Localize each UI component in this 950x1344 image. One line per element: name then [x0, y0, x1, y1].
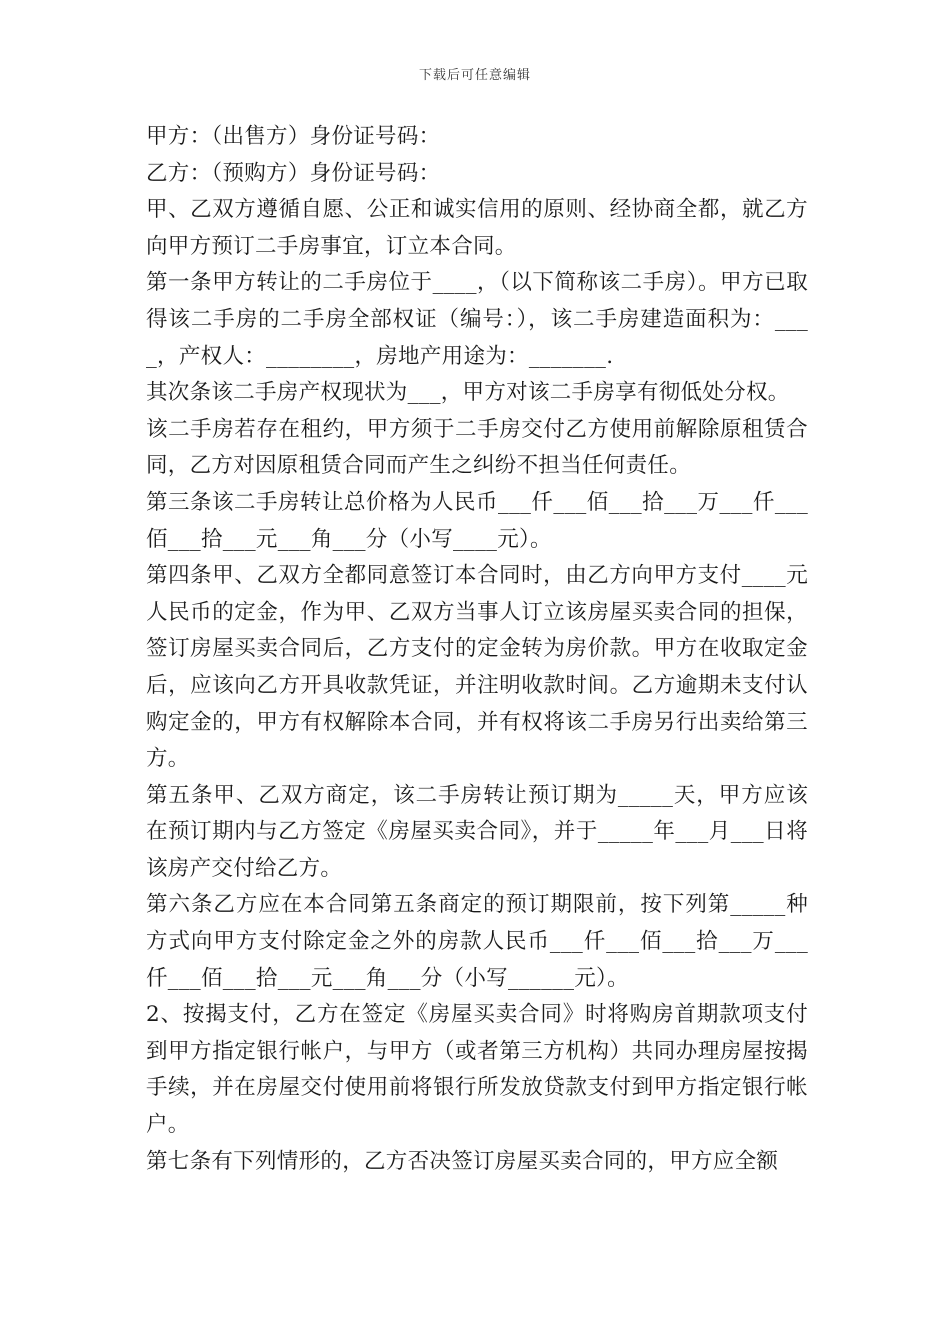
paragraph-article-4: 第四条甲、乙双方全都同意签订本合同时，由乙方向甲方支付____元人民币的定金，作为甲、乙双方当事人订立该房屋买卖合同的担保，签订房屋买卖合同后，乙方支付的定金转为房价款。甲方在收取定金后，应该向乙方开具收款凭证，并注明收款时间。乙方逾期未支付认购定金的，甲方有权解除本合同，并有权将该二手房另行出卖给第三方。	[146, 563, 808, 772]
paragraph-article-3: 第三条该二手房转让总价格为人民币___仟___佰___拾___万___仟___佰___拾___元___角___分（小写____元）。	[146, 489, 808, 552]
paragraph-lease: 该二手房若存在租约，甲方须于二手房交付乙方使用前解除原租赁合同，乙方对因原租赁合同而产生之纠纷不担当任何责任。	[146, 416, 808, 479]
paragraph-article-2: 其次条该二手房产权现状为___，甲方对该二手房享有彻低处分权。	[146, 380, 790, 406]
paragraph-article-1: 第一条甲方转让的二手房位于____，（以下简称该二手房）。甲方已取得该二手房的二手房全部权证（编号：），该二手房建造面积为：____，产权人：________，房地产用途为：_______.	[146, 270, 808, 369]
header-note: 下载后可任意编辑	[418, 68, 531, 83]
paragraph-preamble: 甲、乙双方遵循自愿、公正和诚实信用的原则、经协商全都，就乙方向甲方预订二手房事宜，订立本合同。	[146, 197, 808, 259]
paragraph-article-7: 第七条有下列情形的，乙方否决签订房屋买卖合同的，甲方应全额	[146, 1148, 779, 1174]
contract-body	[146, 119, 808, 1180]
paragraph-party-b: 乙方：（预购方）身份证号码：	[146, 160, 441, 186]
paragraph-article-6: 第六条乙方应在本合同第五条商定的预订期限前，按下列第_____种方式向甲方支付除定金之外的房款人民币___仟___佰___拾___万___仟___佰___拾___元___角___分（小写______元）。	[146, 892, 808, 991]
paragraph-mortgage: 2、按揭支付，乙方在签定《房屋买卖合同》时将购房首期款项支付到甲方指定银行帐户，与甲方（或者第三方机构）共同办理房屋按揭手续，并在房屋交付使用前将银行所发放贷款支付到甲方指定银行帐户。	[146, 1002, 808, 1138]
paragraph-article-5: 第五条甲、乙双方商定，该二手房转让预订期为_____天，甲方应该在预订期内与乙方签定《房屋买卖合同》，并于_____年___月___日将该房产交付给乙方。	[146, 782, 808, 881]
paragraph-party-a: 甲方：（出售方）身份证号码：	[146, 124, 441, 149]
